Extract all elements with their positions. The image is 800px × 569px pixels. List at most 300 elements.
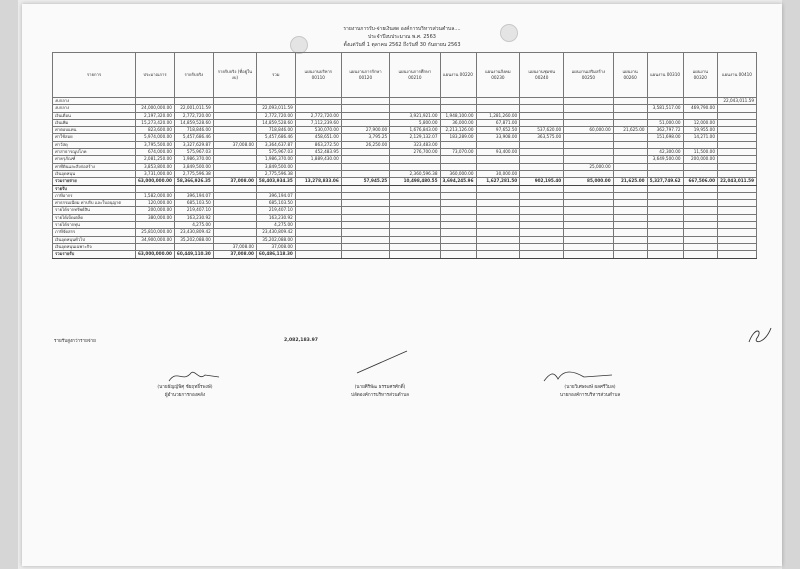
amount-cell: 85,000.00 xyxy=(564,178,613,185)
amount-cell xyxy=(520,251,564,258)
amount-cell: 3,731,000.00 xyxy=(136,170,175,177)
amount-cell xyxy=(341,163,389,170)
amount-cell xyxy=(520,200,564,207)
amount-cell xyxy=(476,105,520,112)
amount-cell: 22,043,011.59 xyxy=(718,98,757,105)
signature-block-finance xyxy=(120,384,250,400)
table-row xyxy=(53,149,757,156)
amount-cell xyxy=(718,192,757,199)
amount-cell: 4,275.00 xyxy=(256,222,295,229)
amount-cell xyxy=(440,105,476,112)
amount-cell xyxy=(613,207,647,214)
amount-cell: 1,627,281.50 xyxy=(476,178,520,185)
amount-cell xyxy=(341,119,389,126)
table-row xyxy=(53,98,757,105)
amount-cell xyxy=(613,185,647,192)
amount-cell xyxy=(390,236,440,243)
amount-cell xyxy=(564,192,613,199)
amount-cell: 452,483.95 xyxy=(295,149,341,156)
report-header-line2: ประจำปีงบประมาณ พ.ศ. 2563 xyxy=(368,34,436,40)
table-row xyxy=(53,141,757,148)
amount-cell xyxy=(613,251,647,258)
amount-cell xyxy=(390,98,440,105)
amount-cell xyxy=(390,222,440,229)
amount-cell: 21,625.00 xyxy=(613,178,647,185)
amount-cell xyxy=(718,163,757,170)
amount-cell xyxy=(440,141,476,148)
amount-cell xyxy=(683,170,717,177)
amount-cell xyxy=(613,98,647,105)
amount-cell xyxy=(174,98,213,105)
amount-cell xyxy=(520,98,564,105)
amount-cell xyxy=(683,163,717,170)
amount-cell xyxy=(213,229,256,236)
report-header-line1: รายงานการรับ-จ่ายเงินสด องค์การบริหารส่วนตำบล.... xyxy=(343,26,461,32)
amount-cell: 200,000.00 xyxy=(136,207,175,214)
amount-cell xyxy=(520,105,564,112)
amount-cell xyxy=(520,222,564,229)
amount-cell xyxy=(295,251,341,258)
amount-cell xyxy=(520,214,564,221)
amount-cell xyxy=(390,207,440,214)
amount-cell xyxy=(520,236,564,243)
column-header: แผนงานการศึกษา 00210 xyxy=(390,53,440,98)
amount-cell: 37,008.00 xyxy=(213,243,256,250)
amount-cell: 3,849,500.00 xyxy=(256,163,295,170)
amount-cell xyxy=(520,141,564,148)
amount-cell xyxy=(613,236,647,243)
amount-cell: 3,795.25 xyxy=(341,134,389,141)
amount-cell: 575,967.03 xyxy=(174,149,213,156)
amount-cell: 12,000.00 xyxy=(683,119,717,126)
amount-cell: 93,400.00 xyxy=(476,149,520,156)
amount-cell: 3,795,500.00 xyxy=(136,141,175,148)
amount-cell: 37,008.00 xyxy=(213,141,256,148)
initial-mark-signature xyxy=(745,320,775,350)
amount-cell xyxy=(213,105,256,112)
amount-cell xyxy=(718,243,757,250)
amount-cell: 60,486,118.30 xyxy=(256,251,295,258)
amount-cell: 5,327,749.62 xyxy=(647,178,683,185)
amount-cell: 902,195.40 xyxy=(520,178,564,185)
amount-cell: 63,000,000.00 xyxy=(136,178,175,185)
amount-cell xyxy=(476,229,520,236)
amount-cell: 35,202,088.00 xyxy=(256,236,295,243)
amount-cell xyxy=(718,156,757,163)
table-row xyxy=(53,170,757,177)
amount-cell: 73,070.00 xyxy=(440,149,476,156)
amount-cell: 363,575.00 xyxy=(520,134,564,141)
income-expense-table xyxy=(52,52,757,259)
amount-cell xyxy=(341,251,389,258)
amount-cell: 7,112,239.60 xyxy=(295,119,341,126)
amount-cell xyxy=(213,214,256,221)
amount-cell xyxy=(718,229,757,236)
amount-cell xyxy=(390,200,440,207)
amount-cell xyxy=(440,229,476,236)
row-label-cell: เงินอุดหนุน xyxy=(53,170,136,177)
amount-cell xyxy=(564,236,613,243)
table-row xyxy=(53,134,757,141)
amount-cell xyxy=(647,229,683,236)
amount-cell: 200,000.00 xyxy=(683,156,717,163)
amount-cell: 36,000.00 xyxy=(440,119,476,126)
amount-cell: 22,093,011.59 xyxy=(256,105,295,112)
amount-cell xyxy=(520,119,564,126)
amount-cell: 51,000.00 xyxy=(647,119,683,126)
amount-cell xyxy=(520,185,564,192)
amount-cell xyxy=(213,222,256,229)
amount-cell: 3,327,629.87 xyxy=(174,141,213,148)
amount-cell xyxy=(295,207,341,214)
amount-cell xyxy=(213,98,256,105)
amount-cell xyxy=(295,105,341,112)
amount-cell xyxy=(520,149,564,156)
amount-cell xyxy=(341,98,389,105)
table-row xyxy=(53,229,757,236)
row-label-cell: ค่าใช้สอย xyxy=(53,134,136,141)
amount-cell: 163,230.92 xyxy=(256,214,295,221)
section-row xyxy=(53,185,757,192)
amount-cell: 2,197,320.00 xyxy=(136,112,175,119)
amount-cell: 1,889,430.00 xyxy=(295,156,341,163)
amount-cell xyxy=(390,229,440,236)
amount-cell: 33,908.00 xyxy=(476,134,520,141)
amount-cell: 396,194.07 xyxy=(174,192,213,199)
amount-cell xyxy=(476,214,520,221)
column-header: แผนงานการรักษา 00120 xyxy=(341,53,389,98)
amount-cell xyxy=(213,192,256,199)
amount-cell xyxy=(683,229,717,236)
amount-cell xyxy=(520,207,564,214)
amount-cell: 360,000.00 xyxy=(440,170,476,177)
signer-title: นายกองค์การบริหารส่วนตำบล xyxy=(559,393,621,398)
amount-cell: 469,790.00 xyxy=(683,105,717,112)
total-row xyxy=(53,251,757,258)
signer-title: ปลัดองค์การบริหารส่วนตำบล xyxy=(351,393,409,398)
column-header: แผนงานบริหาร 00110 xyxy=(295,53,341,98)
amount-cell xyxy=(295,243,341,250)
amount-cell xyxy=(476,98,520,105)
amount-cell xyxy=(647,192,683,199)
amount-cell: 2,129,132.07 xyxy=(390,134,440,141)
amount-cell xyxy=(213,170,256,177)
amount-cell: 3,849,500.00 xyxy=(174,163,213,170)
amount-cell xyxy=(341,149,389,156)
row-label-cell: เงินเดือน xyxy=(53,112,136,119)
amount-cell: 5,974,000.00 xyxy=(136,134,175,141)
amount-cell: 667,506.00 xyxy=(683,178,717,185)
amount-cell xyxy=(647,163,683,170)
column-header: รวม xyxy=(256,53,295,98)
amount-cell xyxy=(718,251,757,258)
amount-cell: 3,921,921.00 xyxy=(390,112,440,119)
table-row xyxy=(53,192,757,199)
amount-cell xyxy=(613,200,647,207)
amount-cell xyxy=(718,149,757,156)
amount-cell: 67,871.00 xyxy=(476,119,520,126)
amount-cell: 458,651.00 xyxy=(295,134,341,141)
amount-cell: 37,008.00 xyxy=(256,243,295,250)
amount-cell: 3,649,500.00 xyxy=(647,156,683,163)
amount-cell: 120,000.00 xyxy=(136,200,175,207)
amount-cell xyxy=(440,192,476,199)
amount-cell xyxy=(564,98,613,105)
amount-cell: 2,772,720.00 xyxy=(295,112,341,119)
amount-cell xyxy=(390,251,440,258)
amount-cell: 11,500.00 xyxy=(683,149,717,156)
amount-cell xyxy=(718,119,757,126)
row-label-cell: งบกลาง xyxy=(53,105,136,112)
amount-cell: 37,008.00 xyxy=(213,251,256,258)
amount-cell xyxy=(256,185,295,192)
signer-name: (นายธัญญ์พิศุ ชัยฤทธิ์รพงษ์) xyxy=(157,385,213,390)
amount-cell xyxy=(718,112,757,119)
amount-cell: 163,230.92 xyxy=(174,214,213,221)
table-row xyxy=(53,127,757,134)
amount-cell xyxy=(213,185,256,192)
amount-cell xyxy=(213,156,256,163)
amount-cell xyxy=(440,156,476,163)
amount-cell: 2,081,250.00 xyxy=(136,156,175,163)
column-header: รายรับจริง (ที่อยู่ในงบ) xyxy=(213,53,256,98)
row-label-cell: เงินอุดหนุนทั่วไป xyxy=(53,236,136,243)
amount-cell: 35,202,088.00 xyxy=(174,236,213,243)
amount-cell xyxy=(647,141,683,148)
amount-cell xyxy=(341,112,389,119)
amount-cell xyxy=(476,163,520,170)
amount-cell xyxy=(476,222,520,229)
amount-cell: 219,407.10 xyxy=(174,207,213,214)
amount-cell: 1,582,000.00 xyxy=(136,192,175,199)
column-header: แผนงาน 00320 xyxy=(683,53,717,98)
signer-name: (นายศิริพัฒ ธรรมศรศักดิ์) xyxy=(354,385,406,390)
amount-cell xyxy=(683,222,717,229)
amount-cell xyxy=(683,112,717,119)
column-header: แผนงานสังคม 00230 xyxy=(476,53,520,98)
amount-cell xyxy=(613,229,647,236)
amount-cell xyxy=(718,105,757,112)
column-header: รายการ xyxy=(53,53,136,98)
amount-cell xyxy=(718,134,757,141)
amount-cell: 25,000.00 xyxy=(564,163,613,170)
amount-cell xyxy=(520,170,564,177)
amount-cell xyxy=(718,127,757,134)
row-label-cell: รายได้เบ็ดเตล็ด xyxy=(53,214,136,221)
amount-cell xyxy=(341,222,389,229)
signature-block-mayor xyxy=(525,384,655,400)
amount-cell: 24,000,000.00 xyxy=(136,105,175,112)
row-label-cell: รวมรายจ่าย xyxy=(53,178,136,185)
amount-cell xyxy=(647,112,683,119)
amount-cell: 30,000.00 xyxy=(476,170,520,177)
amount-cell xyxy=(564,112,613,119)
amount-cell xyxy=(564,119,613,126)
signature-scribble-2 xyxy=(355,347,415,377)
amount-cell xyxy=(647,222,683,229)
amount-cell: 2,213,126.00 xyxy=(440,127,476,134)
amount-cell xyxy=(613,119,647,126)
row-label-cell: ภาษีจัดสรร xyxy=(53,229,136,236)
amount-cell xyxy=(341,105,389,112)
report-header-line3: ตั้งแต่วันที่ 1 ตุลาคม 2562 ถึงวันที่ 30 กันยายน 2563 xyxy=(343,42,461,48)
amount-cell xyxy=(647,98,683,105)
amount-cell xyxy=(341,156,389,163)
amount-cell: 674,000.00 xyxy=(136,149,175,156)
amount-cell xyxy=(390,243,440,250)
table-row xyxy=(53,163,757,170)
amount-cell: 5,457,686.46 xyxy=(256,134,295,141)
amount-cell xyxy=(295,185,341,192)
amount-cell xyxy=(341,229,389,236)
amount-cell xyxy=(440,236,476,243)
amount-cell xyxy=(647,251,683,258)
row-label-cell: ค่าตอบแทน xyxy=(53,127,136,134)
signer-name: (นายวิเศษพงษ์ ผลศรีวิมล) xyxy=(564,385,616,390)
amount-cell: 2,775,596.38 xyxy=(174,170,213,177)
amount-cell xyxy=(564,156,613,163)
amount-cell: 15,273,420.00 xyxy=(136,119,175,126)
amount-cell: 97,652.50 xyxy=(476,127,520,134)
amount-cell: 58,403,934.35 xyxy=(256,178,295,185)
table-row xyxy=(53,243,757,250)
amount-cell xyxy=(683,251,717,258)
row-label-cell: เงินเพิ่ม xyxy=(53,119,136,126)
amount-cell: 219,407.10 xyxy=(256,207,295,214)
amount-cell xyxy=(213,207,256,214)
table-row xyxy=(53,119,757,126)
amount-cell xyxy=(564,185,613,192)
amount-cell xyxy=(136,98,175,105)
row-label-cell: ค่าครุภัณฑ์ xyxy=(53,156,136,163)
amount-cell xyxy=(295,192,341,199)
amount-cell xyxy=(390,192,440,199)
amount-cell: 22,043,011.59 xyxy=(718,178,757,185)
amount-cell xyxy=(718,141,757,148)
amount-cell xyxy=(476,236,520,243)
amount-cell xyxy=(520,112,564,119)
amount-cell xyxy=(476,200,520,207)
amount-cell xyxy=(647,185,683,192)
amount-cell: 5,457,686.46 xyxy=(174,134,213,141)
amount-cell xyxy=(440,98,476,105)
amount-cell xyxy=(213,134,256,141)
amount-cell xyxy=(564,229,613,236)
amount-cell xyxy=(683,236,717,243)
table-row xyxy=(53,207,757,214)
amount-cell xyxy=(213,112,256,119)
signer-title: ผู้อำนวยการกองคลัง xyxy=(164,393,206,398)
amount-cell xyxy=(390,105,440,112)
amount-cell: 3,364,637.87 xyxy=(256,141,295,148)
amount-cell: 5,800.00 xyxy=(390,119,440,126)
amount-cell: 37,008.00 xyxy=(213,178,256,185)
amount-cell xyxy=(390,185,440,192)
amount-cell xyxy=(613,134,647,141)
amount-cell: 14,859,528.60 xyxy=(174,119,213,126)
amount-cell: 42,300.00 xyxy=(647,149,683,156)
table-row xyxy=(53,105,757,112)
amount-cell xyxy=(341,200,389,207)
amount-cell: 57,945.25 xyxy=(341,178,389,185)
amount-cell: 58,366,926.35 xyxy=(174,178,213,185)
amount-cell xyxy=(390,214,440,221)
amount-cell: 4,275.00 xyxy=(174,222,213,229)
amount-cell xyxy=(647,200,683,207)
amount-cell: 863,272.50 xyxy=(295,141,341,148)
amount-cell xyxy=(476,141,520,148)
amount-cell: 530,070.00 xyxy=(295,127,341,134)
amount-cell: 63,000,000.00 xyxy=(136,251,175,258)
amount-cell: 3,581,517.00 xyxy=(647,105,683,112)
amount-cell xyxy=(341,214,389,221)
amount-cell xyxy=(520,229,564,236)
amount-cell xyxy=(476,251,520,258)
table-row xyxy=(53,112,757,119)
amount-cell xyxy=(647,207,683,214)
amount-cell: 34,900,000.00 xyxy=(136,236,175,243)
amount-cell xyxy=(613,243,647,250)
amount-cell: 1,986,370.00 xyxy=(174,156,213,163)
amount-cell: 27,900.00 xyxy=(341,127,389,134)
column-header: แผนงาน 00220 xyxy=(440,53,476,98)
amount-cell xyxy=(683,185,717,192)
amount-cell: 575,967.03 xyxy=(256,149,295,156)
amount-cell: 2,772,720.00 xyxy=(174,112,213,119)
amount-cell xyxy=(613,149,647,156)
amount-cell: 3,694,245.96 xyxy=(440,178,476,185)
amount-cell xyxy=(341,243,389,250)
table-header-row xyxy=(53,53,757,98)
table-row xyxy=(53,156,757,163)
amount-cell xyxy=(718,222,757,229)
amount-cell xyxy=(213,119,256,126)
amount-cell xyxy=(613,192,647,199)
amount-cell: 718,846.00 xyxy=(256,127,295,134)
amount-cell xyxy=(295,170,341,177)
amount-cell: 60,000.00 xyxy=(564,127,613,134)
signature-block-clerk xyxy=(315,384,445,400)
amount-cell xyxy=(295,98,341,105)
amount-cell xyxy=(564,170,613,177)
amount-cell xyxy=(440,185,476,192)
row-label-cell: งบกลาง xyxy=(53,98,136,105)
amount-cell: 362,797.72 xyxy=(647,127,683,134)
amount-cell xyxy=(647,236,683,243)
amount-cell xyxy=(564,105,613,112)
column-header: แผนงาน 00260 xyxy=(613,53,647,98)
table-row xyxy=(53,236,757,243)
amount-cell xyxy=(564,200,613,207)
row-label-cell: ค่าสาธารณูปโภค xyxy=(53,149,136,156)
row-label-cell: รวมรายรับ xyxy=(53,251,136,258)
amount-cell xyxy=(256,98,295,105)
amount-cell: 2,775,596.38 xyxy=(256,170,295,177)
amount-cell: 1,676,843.00 xyxy=(390,127,440,134)
amount-cell: 60,449,110.30 xyxy=(174,251,213,258)
amount-cell: 14,271.00 xyxy=(683,134,717,141)
amount-cell xyxy=(390,163,440,170)
amount-cell xyxy=(295,214,341,221)
amount-cell xyxy=(613,163,647,170)
amount-cell: 1,986,370.00 xyxy=(256,156,295,163)
amount-cell: 183,289.00 xyxy=(440,134,476,141)
table-row xyxy=(53,214,757,221)
amount-cell xyxy=(683,200,717,207)
amount-cell xyxy=(476,243,520,250)
amount-cell xyxy=(683,98,717,105)
amount-cell xyxy=(136,222,175,229)
